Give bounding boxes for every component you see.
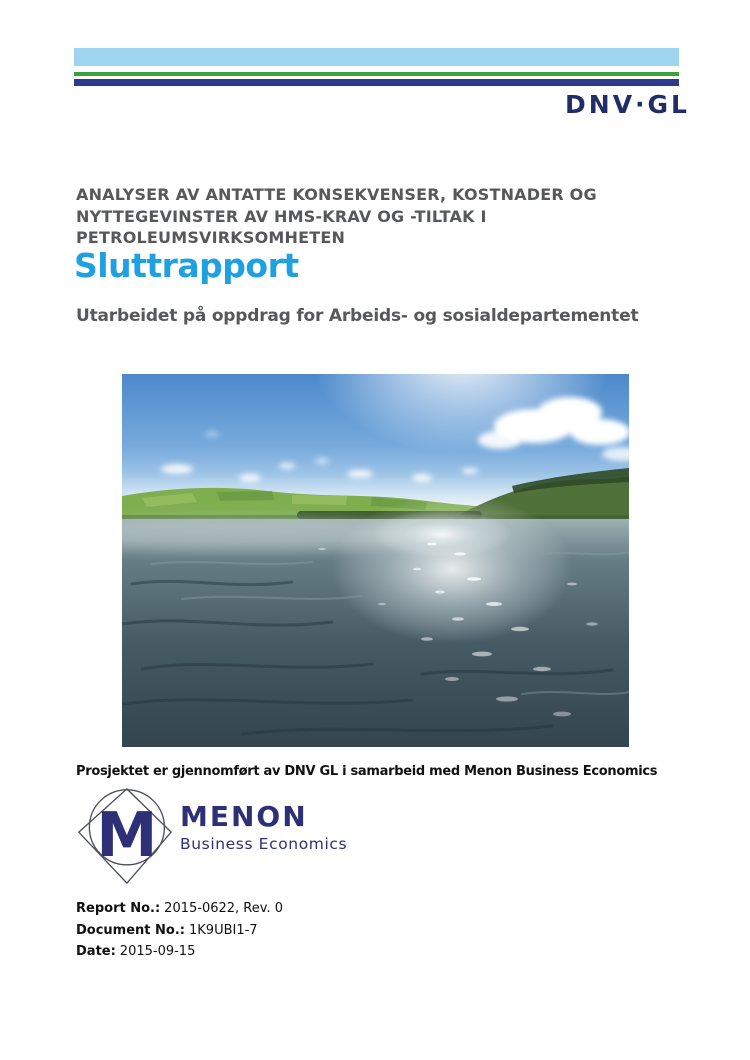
report-pretitle [76, 184, 676, 249]
report-number-label: Report No.: [76, 901, 161, 916]
header-bar-green [74, 72, 679, 76]
menon-logo-mark [72, 786, 176, 886]
pretitle-line-3: PETROLEUMSVIRKSOMHETEN [76, 228, 346, 247]
date-value: 2015-09-15 [119, 944, 196, 959]
menon-tagline: Business Economics [180, 835, 348, 853]
menon-m-glyph: M [96, 799, 158, 872]
pretitle-line-1: ANALYSER AV ANTATTE KONSEKVENSER, KOSTNADER OG [76, 185, 597, 204]
document-number-row [76, 920, 283, 942]
dnv-gl-logo: DNV·GL [565, 90, 690, 119]
report-details [76, 898, 283, 963]
report-number-value: 2015-0622, Rev. 0 [164, 901, 283, 916]
document-number-label: Document No.: [76, 922, 185, 938]
menon-name: MENON [180, 800, 308, 833]
date-row [76, 941, 283, 963]
report-number-row [76, 898, 283, 920]
document-number-value: 1K9UBI1-7 [189, 922, 258, 938]
report-subtitle: Utarbeidet på oppdrag for Arbeids- og sosialdepartementet [76, 306, 639, 326]
menon-logo [72, 786, 347, 886]
date-label: Date: [76, 944, 116, 959]
menon-wordmark [180, 786, 347, 853]
report-title: Sluttrapport [74, 246, 299, 285]
collaboration-note: Prosjektet er gjennomført av DNV GL i samarbeid med Menon Business Economics [76, 764, 658, 779]
header-bar-lightblue [74, 48, 679, 66]
cover-photo [122, 374, 629, 747]
header-bar-navy [74, 79, 679, 86]
pretitle-line-2: NYTTEGEVINSTER AV HMS-KRAV OG -TILTAK I [76, 206, 487, 226]
